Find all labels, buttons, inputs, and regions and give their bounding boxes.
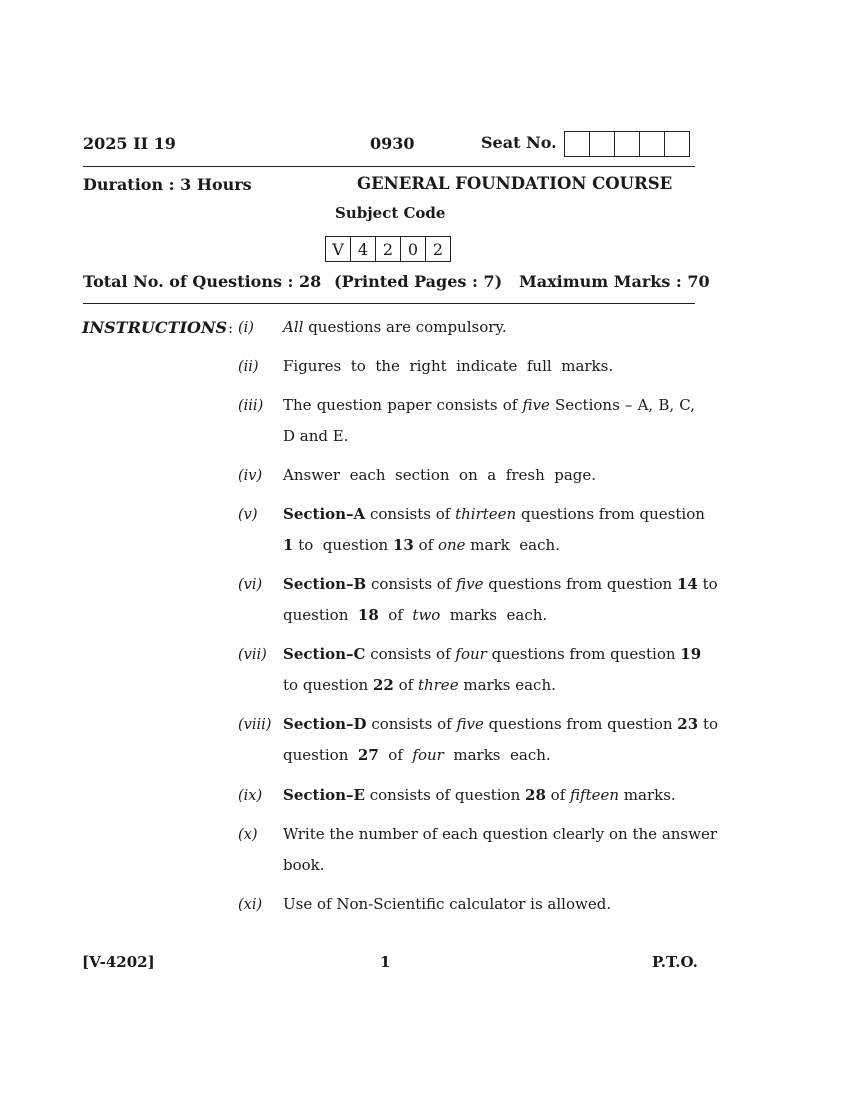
header-rule-bottom (83, 303, 695, 304)
instruction-line: Section–C consists of four questions from question 19 (283, 645, 702, 663)
page-number: 1 (380, 953, 391, 971)
instruction-line: Section–D consists of five questions from question 23 to (283, 715, 718, 733)
instruction-line: D and E. (283, 427, 349, 445)
seat-box[interactable] (640, 132, 665, 156)
subject-code-char: 0 (401, 237, 426, 261)
subject-code-char: 2 (376, 237, 401, 261)
instruction-number: (vii) (238, 647, 267, 663)
instruction-line: Section–E consists of question 28 of fifteen marks. (283, 786, 676, 804)
instruction-line: Answer each section on a fresh page. (283, 466, 597, 484)
course-title: GENERAL FOUNDATION COURSE (357, 174, 673, 193)
seat-number-boxes[interactable] (564, 131, 690, 157)
instruction-text (283, 312, 695, 343)
exam-code: 2025 II 19 (83, 134, 176, 153)
seat-box[interactable] (615, 132, 640, 156)
seat-label: Seat No. (481, 133, 557, 152)
time-code: 0930 (370, 134, 415, 153)
instruction-line: book. (283, 856, 325, 874)
instruction-text (283, 819, 718, 881)
instruction-number: (ix) (238, 788, 263, 804)
instruction-text (283, 351, 695, 382)
instruction-line: to question 22 of three marks each. (283, 676, 556, 694)
instruction-number: (iv) (238, 468, 263, 484)
total-questions: Total No. of Questions : 28 (83, 272, 322, 291)
instruction-text (283, 639, 702, 701)
instruction-text (283, 889, 695, 920)
instruction-number: (i) (238, 320, 254, 336)
instruction-line: Write the number of each question clearly on the answer (283, 825, 718, 843)
instruction-line: question 27 of four marks each. (283, 746, 551, 764)
instruction-line: Figures to the right indicate full marks. (283, 357, 614, 375)
instruction-number: (x) (238, 827, 258, 843)
subject-code-char: 4 (351, 237, 376, 261)
seat-box[interactable] (565, 132, 590, 156)
instruction-number: (iii) (238, 398, 264, 414)
instruction-text (283, 499, 705, 561)
instruction-text (283, 460, 695, 491)
instruction-number: (v) (238, 507, 258, 523)
subject-code-label: Subject Code (335, 204, 446, 222)
seat-box[interactable] (665, 132, 689, 156)
instruction-text (283, 569, 718, 631)
subject-code-boxes (325, 236, 451, 262)
instruction-text (283, 709, 718, 771)
instruction-line: All questions are compulsory. (283, 318, 507, 336)
printed-pages: (Printed Pages : 7) (334, 272, 503, 291)
instruction-number: (vi) (238, 577, 263, 593)
instruction-line: 1 to question 13 of one mark each. (283, 536, 560, 554)
duration: Duration : 3 Hours (83, 175, 252, 194)
header-rule-top (83, 166, 695, 167)
subject-code-char: V (326, 237, 351, 261)
subject-code-char: 2 (432, 239, 444, 259)
instruction-number: (viii) (238, 717, 272, 733)
instruction-number: (ii) (238, 359, 259, 375)
instruction-number: (xi) (238, 897, 263, 913)
instruction-text (283, 780, 695, 811)
instruction-line: question 18 of two marks each. (283, 606, 548, 624)
instruction-line: The question paper consists of five Sections – A, B, C, (283, 396, 695, 414)
instruction-text (283, 390, 695, 452)
instruction-line: Section–B consists of five questions from question 14 to (283, 575, 718, 593)
instructions-colon: : (228, 319, 234, 337)
seat-box[interactable] (590, 132, 615, 156)
instructions-title: INSTRUCTIONS (82, 318, 228, 337)
pto-label: P.T.O. (652, 953, 698, 971)
instruction-line: Use of Non-Scientific calculator is allowed. (283, 895, 612, 913)
instruction-line: Section–A consists of thirteen questions from question (283, 505, 705, 523)
max-marks: Maximum Marks : 70 (519, 272, 710, 291)
footer-code: [V-4202] (82, 953, 155, 971)
